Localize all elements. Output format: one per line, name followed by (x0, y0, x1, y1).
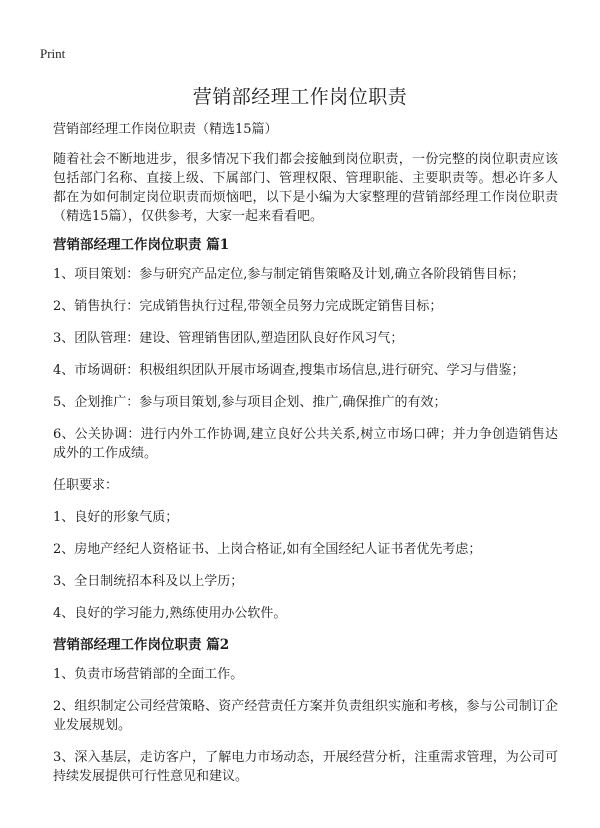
page-title: 营销部经理工作岗位职责 (192, 86, 408, 108)
duty-item: 1、负责市场营销部的全面工作。 (53, 667, 244, 682)
duty-item: 6、公关协调：进行内外工作协调,建立良好公共关系,树立市场口碑；并力争创造销售达成外的工作成绩。 (53, 427, 558, 461)
requirement-item: 1、良好的形象气质； (53, 510, 179, 525)
document-subtitle: 营销部经理工作岗位职责（精选15篇） (53, 122, 278, 137)
requirements-heading: 任职要求： (53, 478, 119, 493)
section-1 (53, 236, 558, 623)
requirement-item: 4、良好的学习能力,熟练使用办公软件。 (53, 606, 287, 621)
requirement-item: 2、房地产经纪人资格证书、上岗合格证,如有全国经纪人证书者优先考虑； (53, 542, 482, 557)
intro-paragraph: 随着社会不断地进步，很多情况下我们都会接触到岗位职责，一份完整的岗位职责应该包括部门名称、直接上级、下属部门、管理权限、管理职能、主要职责等。想必许多人都在为如何制定岗位职责而烦恼吧，以下是小编为大家整理的营销部经理工作岗位职责（精选15篇），仅供参考，大家一起来看看吧。 (53, 152, 558, 224)
duty-item: 2、销售执行：完成销售执行过程,带领全员努力完成既定销售目标； (53, 299, 443, 314)
requirement-item: 3、全日制统招本科及以上学历； (53, 574, 244, 589)
section-heading: 营销部经理工作岗位职责 篇2 (53, 637, 230, 653)
duty-item: 4、市场调研：积极组织团队开展市场调查,搜集市场信息,进行研究、学习与借鉴； (53, 363, 525, 378)
duty-item: 3、深入基层，走访客户，了解电力市场动态，开展经营分析，注重需求管理，为公司可持续发展提供可行性意见和建议。 (53, 750, 558, 784)
duty-item: 1、项目策划：参与研究产品定位,参与制定销售策略及计划,确立各阶段销售目标； (53, 267, 525, 282)
duty-item: 5、企划推广：参与项目策划,参与项目企划、推广,确保推广的有效； (53, 395, 447, 410)
document-body (53, 120, 558, 799)
section-heading: 营销部经理工作岗位职责 篇1 (53, 237, 230, 253)
print-link[interactable]: Print (40, 46, 66, 61)
duty-item: 2、组织制定公司经营策略、资产经营责任方案并负责组织实施和考核，参与公司制订企业发展规划。 (53, 699, 558, 733)
duty-item: 3、团队管理：建设、管理销售团队,塑造团队良好作风习气； (53, 331, 404, 346)
section-2 (53, 636, 558, 786)
